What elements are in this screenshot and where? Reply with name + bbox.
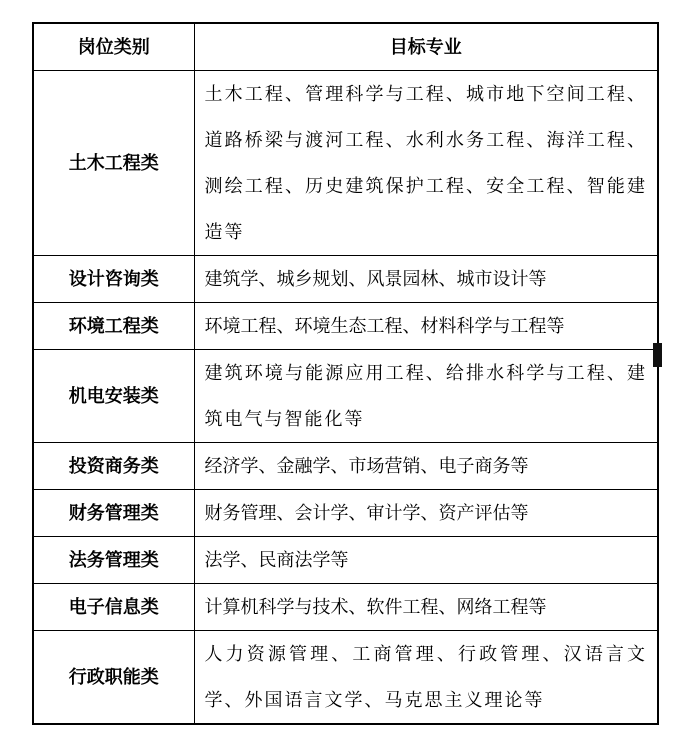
category-cell: 土木工程类: [33, 71, 194, 256]
header-job-category: 岗位类别: [33, 23, 194, 71]
category-cell: 行政职能类: [33, 631, 194, 725]
category-cell: 环境工程类: [33, 303, 194, 350]
majors-cell: 土木工程、管理科学与工程、城市地下空间工程、道路桥梁与渡河工程、水利水务工程、海洋工程、测绘工程、历史建筑保护工程、安全工程、智能建造等: [194, 71, 658, 256]
category-cell: 投资商务类: [33, 443, 194, 490]
majors-cell: 财务管理、会计学、审计学、资产评估等: [194, 490, 658, 537]
category-cell: 设计咨询类: [33, 256, 194, 303]
table-row: [33, 71, 658, 256]
category-cell: 电子信息类: [33, 584, 194, 631]
table-row: [33, 631, 658, 725]
majors-cell: 计算机科学与技术、软件工程、网络工程等: [194, 584, 658, 631]
table-row: [33, 256, 658, 303]
majors-cell: 建筑环境与能源应用工程、给排水科学与工程、建筑电气与智能化等: [194, 350, 658, 443]
majors-cell: 环境工程、环境生态工程、材料科学与工程等: [194, 303, 658, 350]
majors-cell: 法学、民商法学等: [194, 537, 658, 584]
header-target-major: 目标专业: [194, 23, 658, 71]
right-border-mark: [653, 343, 662, 367]
table-header-row: [33, 23, 658, 71]
majors-cell: 建筑学、城乡规划、风景园林、城市设计等: [194, 256, 658, 303]
table-row: [33, 303, 658, 350]
table-row: [33, 443, 658, 490]
category-cell: 机电安装类: [33, 350, 194, 443]
majors-cell: 人力资源管理、工商管理、行政管理、汉语言文学、外国语言文学、马克思主义理论等: [194, 631, 658, 725]
table-row: [33, 490, 658, 537]
table-row: [33, 537, 658, 584]
majors-cell: 经济学、金融学、市场营销、电子商务等: [194, 443, 658, 490]
category-cell: 财务管理类: [33, 490, 194, 537]
table-row: [33, 584, 658, 631]
table-row: [33, 350, 658, 443]
category-cell: 法务管理类: [33, 537, 194, 584]
job-category-table: [32, 22, 659, 725]
